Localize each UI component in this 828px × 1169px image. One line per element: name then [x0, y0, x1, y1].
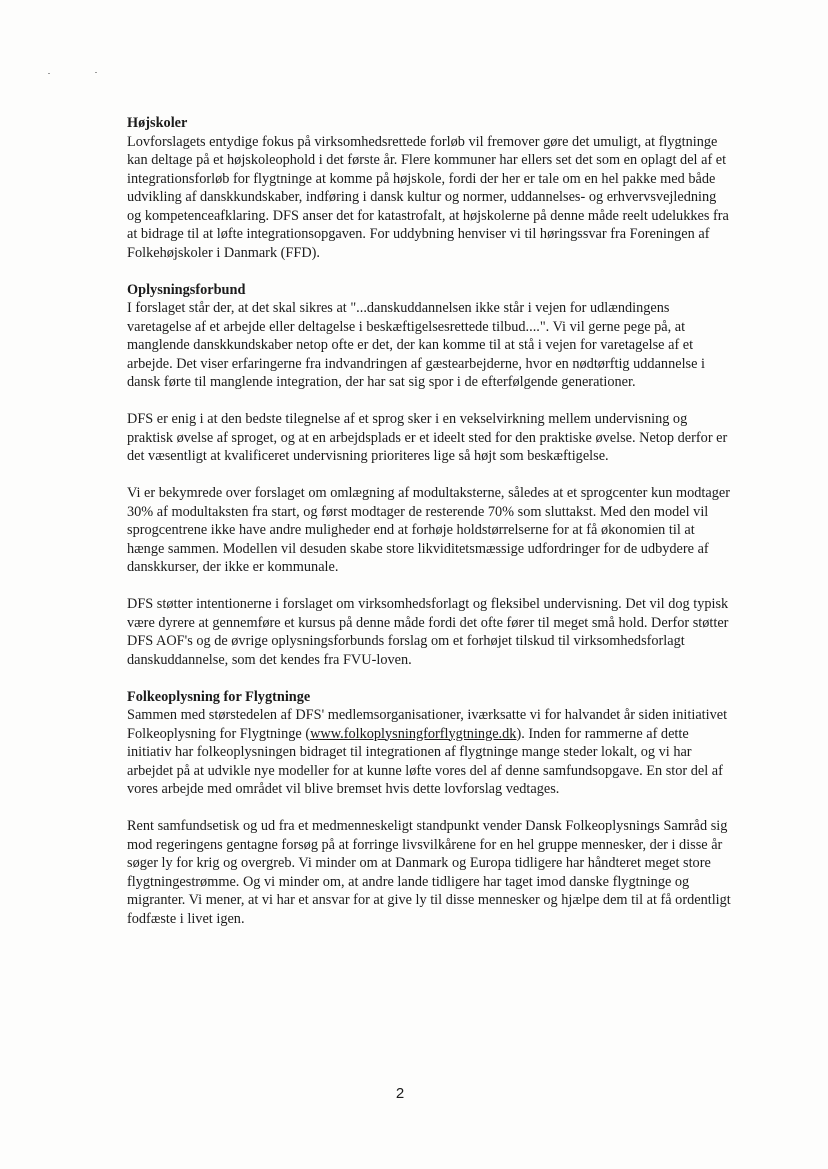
section-text-after-link: ). Inden for rammerne af dette initiativ har folkeoplysningen bidraget til integrationen af flygtninge mange steder lokalt, og vi har arbejdet på at udvikle nye modeller for at kunne løfte vores del af denne samfundsopgave. En stor del af vores arbejde med området vil blive bremset hvis dette lovforslag vedtages. [127, 725, 723, 797]
closing-paragraph: Rent samfundsetisk og ud fra et medmenneskeligt standpunkt vender Dansk Folkeoplysnings Samråd sig mod regeringens gentagne forsøg på at forringe livsvilkårene for en hel gruppe mennesker, der i disse år søger ly for krig og overgreb. Vi minder om at Danmark og Europa tidligere har håndteret meget store flygtningestrømme. Og vi minder om, at andre lande tidligere har taget imod danske flygtninge og migranter. Vi mener, at vi har et ansvar for at give ly til disse mennesker og hjælpe dem til at få ordentligt fodfæste i livet igen. [127, 818, 731, 927]
document-body [127, 114, 732, 947]
scan-speck [48, 73, 50, 74]
paragraph: DFS støtter intentionerne i forslaget om virksomhedsforlagt og fleksibel undervisning. Det vil dog typisk være dyrere at gennemføre et kursus på denne måde fordi det ofte fører til meget små hold. Derfor støtter DFS AOF's og de øvrige oplysningsforbunds forslag om et forhøjet tilskud til virksomhedsforlagt danskuddannelse, som det kendes fra FVU-loven. [127, 596, 729, 668]
section-oplysningsforbund [127, 281, 732, 392]
section-heading: Oplysningsforbund [127, 281, 246, 298]
section-folkeoplysning [127, 688, 732, 799]
scan-speck [95, 72, 97, 73]
page-number: 2 [395, 1085, 405, 1102]
section-heading: Højskoler [127, 115, 188, 131]
section-heading: Folkeoplysning for Flygtninge [127, 688, 311, 705]
section-text: I forslaget står der, at det skal sikres at "...danskuddannelsen ikke står i vejen for udlændingens varetagelse af et arbejde eller deltagelse i beskæftigelsesrettede tilbud....". Vi vil gerne pege på, at manglende danskkundskaber netop ofte er det, der kan komme til at stå i vejen for varetagelse af et arbejde. Det viser erfaringerne fra indvandringen af gæstearbejderne, hvor en nødtørftig uddannelse i dansk førte til manglende integration, der har sat sig spor i de efterfølgende generationer. [127, 300, 705, 390]
website-link[interactable]: www.folkoplysningforflygtninge.dk [310, 725, 517, 742]
section-text: Lovforslagets entydige fokus på virksomhedsrettede forløb vil fremover gøre det umuligt, at flygtninge kan deltage på et højskoleophold i det første år. Flere kommuner har ellers set det som en oplagt del af et integrationsforløb for flygtninge at komme på højskole, fordi der her er tale om en hel pakke med både udvikling af danskkundskaber, indføring i dansk kultur og normer, uddannelses- og erhvervsvejledning og kompetenceafklaring. DFS anser det for katastrofalt, at højskolerne på denne måde reelt udelukkes fra at bidrage til at løfte integrationsopgaven. For uddybning henviser vi til høringssvar fra Foreningen af Folkehøjskoler i Danmark (FFD). [127, 133, 729, 261]
section-hojskoler [127, 114, 732, 262]
section-text-before-link: Sammen med størstedelen af DFS' medlemsorganisationer, iværksatte vi for halvandet år siden initiativet Folkeoplysning for Flygtninge ( [127, 707, 728, 742]
paragraph: Vi er bekymrede over forslaget om omlægning af modultaksterne, således at et sprogcenter kun modtager 30% af modultaksten fra start, og først modtager de resterende 70% som sluttakst. Med den model vil sprogcentrene ikke have andre muligheder end at forhøje holdstørrelserne for at få økonomien til at hænge sammen. Modellen vil desuden skabe store likviditetsmæssige udfordringer for de udbydere af danskkurser, der ikke er kommunale. [127, 485, 730, 575]
paragraph: DFS er enig i at den bedste tilegnelse af et sprog sker i en vekselvirkning mellem undervisning og praktisk øvelse af sproget, og at en arbejdsplads er et ideelt sted for den praktiske øvelse. Netop derfor er det væsentligt at kvalificeret undervisning prioriteres lige så højt som beskæftigelse. [127, 411, 728, 464]
